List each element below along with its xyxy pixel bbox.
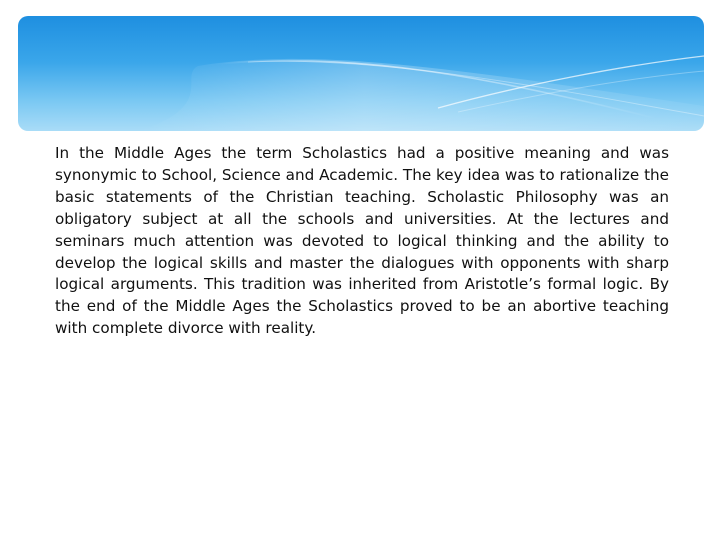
banner-swoosh-decoration: [18, 16, 704, 131]
body-paragraph: In the Middle Ages the term Scholastics had a positive meaning and was synonymic to School, Science and Academic. The key idea was to rationalize the basic statements of the Christian teaching. Scholastic Philosophy was an obligatory subject at all the schools and universities. At the lectures and seminars much attention was devoted to logical thinking and the ability to develop the logical skills and master the dialogues with opponents with sharp logical arguments. This tradition was inherited from Aristotle’s formal logic. By the end of the Middle Ages the Scholastics proved to be an abortive teaching with complete divorce with reality.: [55, 144, 669, 338]
header-banner: [18, 16, 704, 131]
